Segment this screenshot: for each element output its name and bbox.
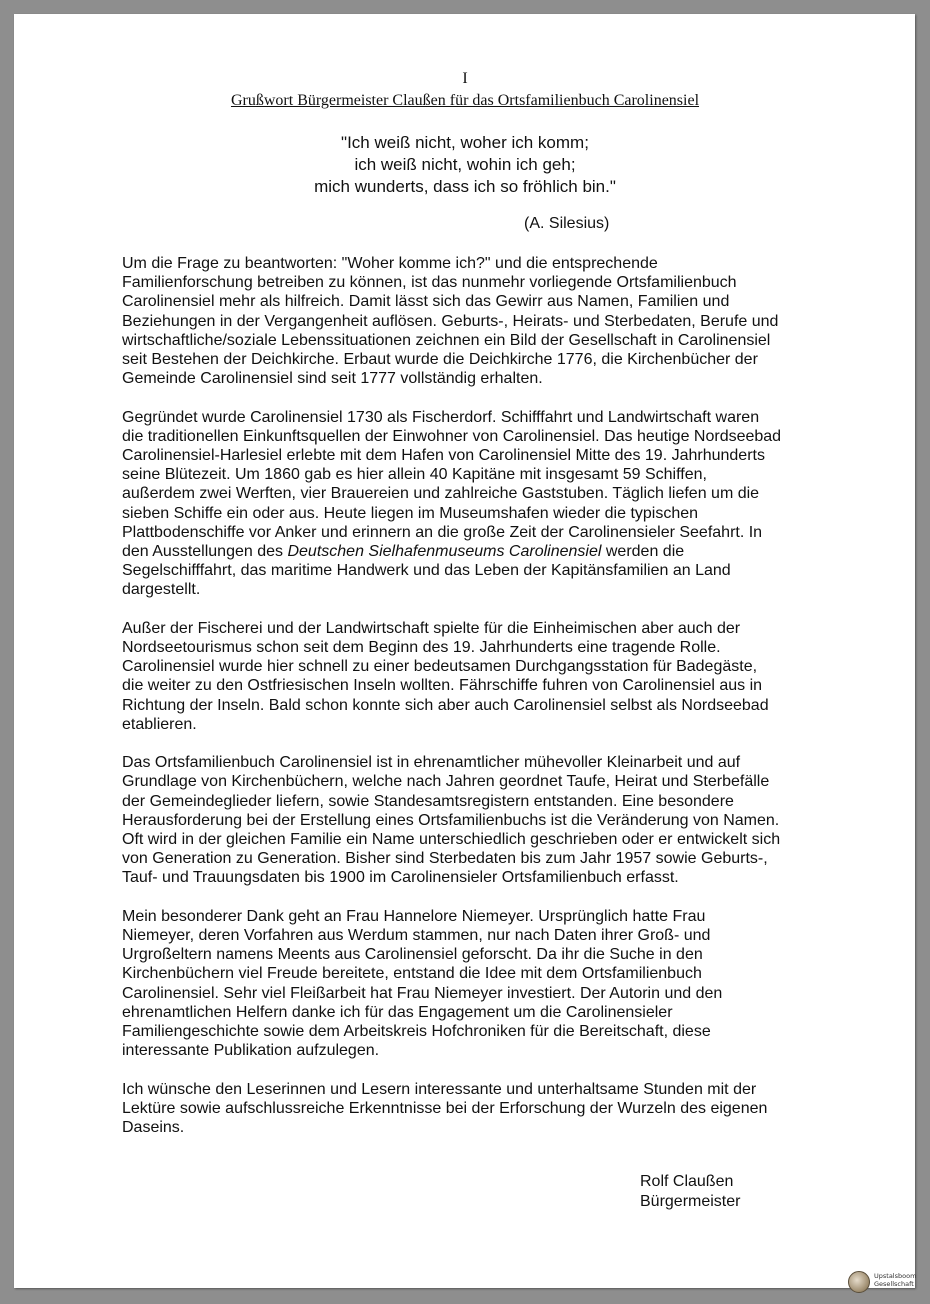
text-line: Niemeyer, deren Vorfahren aus Werdum stammen, nur nach Daten ihrer Groß- und xyxy=(122,927,711,945)
text-line: Familienforschung betreiben zu können, ist das nunmehr vorliegende Ortsfamilienbuch xyxy=(122,274,737,292)
text-line: der Gemeindeglieder liefern, sowie Standesamtsregistern entstanden. Eine besondere xyxy=(122,792,734,810)
text-line: außerdem zwei Werften, vier Brauereien und zahlreiche Gaststuben. Täglich liefen um die xyxy=(122,485,760,503)
text-line: Tauf- und Trauungsdaten bis 1900 im Carolinensieler Ortsfamilienbuch erfasst. xyxy=(122,869,679,887)
text-line: seine Blütezeit. Um 1860 gab es hier allein 40 Kapitäne mit insgesamt 59 Schiffen, xyxy=(122,466,707,484)
museum-name-italic: Deutschen Sielhafenmuseums Carolinensiel xyxy=(287,543,602,561)
text-line: Oft wird in der gleichen Familie ein Name unterschiedlich geschrieben oder er entwickelt sich xyxy=(122,831,781,849)
text-line: Carolinensiel-Harlesiel erlebte mit dem Hafen von Carolinensiel Mitte des 19. Jahrhunderts xyxy=(122,447,765,465)
quote-line: mich wunderts, dass ich so fröhlich bin." xyxy=(314,177,616,196)
text-line: dargestellt. xyxy=(122,581,201,599)
logo-text-line: Gesellschaft xyxy=(874,1280,914,1288)
paragraph xyxy=(122,753,781,887)
text-line: Gegründet wurde Carolinensiel 1730 als Fischerdorf. Schifffahrt und Landwirtschaft waren xyxy=(122,408,760,426)
text-line: Ich wünsche den Leserinnen und Lesern interessante und unterhaltsame Stunden mit der xyxy=(122,1080,757,1098)
text-line: Richtung der Inseln. Bald schon konnte sich aber auch Carolinensiel selbst als Nordseebad xyxy=(122,696,769,714)
body-text xyxy=(122,254,781,1156)
quote-line: ich weiß nicht, wohin ich geh; xyxy=(354,155,576,174)
text-segment: werden die xyxy=(601,543,685,561)
signature-title: Bürgermeister xyxy=(640,1193,741,1210)
text-line: Lektüre sowie aufschlussreiche Erkenntnisse bei der Erforschung der Wurzeln des eigenen xyxy=(122,1099,768,1117)
text-line: ehrenamtlichen Helfern danke ich für das Engagement um die Carolinensieler xyxy=(122,1003,673,1021)
logo-text xyxy=(874,1272,916,1288)
text-line: seit Bestehen der Deichkirche. Erbaut wurde die Deichkirche 1776, die Kirchenbücher der xyxy=(122,351,758,369)
text-line: von Generation zu Generation. Bisher sind Sterbedaten bis zum Jahr 1957 sowie Geburts-, xyxy=(122,850,768,868)
quote-author: (A. Silesius) xyxy=(524,215,610,232)
text-segment: den Ausstellungen des xyxy=(122,543,288,561)
text-line: Carolinensiel wurde hier schnell zu einer bedeutsamen Durchgangsstation für Badegäste, xyxy=(122,658,758,676)
text-line: Kirchenbüchern viel Freude bereitete, entstand die Idee mit dem Ortsfamilienbuch xyxy=(122,965,702,983)
text-line: Nordseetourismus schon seit dem Beginn des 19. Jahrhunderts eine tragende Rolle. xyxy=(122,639,721,657)
text-line: Um die Frage zu beantworten: "Woher komme ich?" und die entsprechende xyxy=(122,255,658,272)
paragraph xyxy=(122,619,781,734)
paragraph xyxy=(122,907,781,1061)
text-line: Familiengeschichte sowie dem Arbeitskreis Hofchroniken für die Bereitschaft, diese xyxy=(122,1023,711,1041)
text-line: die traditionellen Einkunftsquellen der Einwohner von Carolinensiel. Das heutige Nordseebad xyxy=(122,427,782,445)
text-line: Grundlage von Kirchenbüchern, welche nach Jahren geordnet Taufe, Heirat und Sterbefälle xyxy=(122,773,770,791)
text-line: Mein besonderer Dank geht an Frau Hannelore Niemeyer. Ursprünglich hatte Frau xyxy=(122,907,706,925)
text-line: die weiter zu den Ostfriesischen Inseln wollten. Fährschiffe fuhren von Carolinensiel aus in xyxy=(122,677,763,695)
text-line: Außer der Fischerei und der Landwirtschaft spielte für die Einheimischen aber auch der xyxy=(122,619,741,637)
text-line: Herausforderung bei der Erstellung eines Ortsfamilienbuchs ist die Veränderung von Namen. xyxy=(122,811,780,829)
text-line: Carolinensiel. Sehr viel Fleißarbeit hat Frau Niemeyer investiert. Der Autorin und den xyxy=(122,984,723,1002)
text-line: etablieren. xyxy=(122,715,197,733)
paragraph xyxy=(122,1080,781,1138)
seal-icon xyxy=(848,1271,870,1293)
text-line: Segelschifffahrt, das maritime Handwerk und das Leben der Kapitänsfamilien an Land xyxy=(122,562,731,580)
page-title: Grußwort Bürgermeister Claußen für das Ortsfamilienbuch Carolinensiel xyxy=(230,92,700,109)
text-line: Daseins. xyxy=(122,1119,185,1137)
text-line: Plattbodenschiffe vor Anker und erinnern an die große Zeit der Carolinensieler Seefahrt. In xyxy=(122,523,763,541)
quote-line: "Ich weiß nicht, woher ich komm; xyxy=(341,133,589,152)
text-line: interessante Publikation aufzulegen. xyxy=(122,1042,380,1060)
text-line xyxy=(122,542,781,561)
signature-name: Rolf Claußen xyxy=(640,1173,734,1190)
text-line: sieben Schiffe ein oder aus. Heute liegen im Museumshafen wieder die typischen xyxy=(122,504,699,522)
page-number: I xyxy=(462,70,468,87)
epigraph-quote xyxy=(0,132,930,198)
paragraph xyxy=(122,408,781,600)
text-line: Beziehungen in der Vergangenheit auflösen. Geburts-, Heirats- und Sterbedaten, Berufe und xyxy=(122,312,779,330)
text-line: Das Ortsfamilienbuch Carolinensiel ist in ehrenamtlicher mühevoller Kleinarbeit und auf xyxy=(122,754,741,772)
signature-block xyxy=(640,1172,740,1212)
watermark-logo xyxy=(846,1270,926,1296)
logo-text-line: Upstalsboom xyxy=(874,1272,917,1280)
paragraph xyxy=(122,254,781,388)
text-line: wirtschaftliche/soziale Lebenssituationen zeichnen ein Bild der Gesellschaft in Carolinensiel xyxy=(122,331,771,349)
text-line: Carolinensiel mehr als hilfreich. Damit lässt sich das Gewirr aus Namen, Familien und xyxy=(122,293,730,311)
text-line: Urgroßeltern namens Meents aus Carolinensiel geforscht. Da ihr die Suche in den xyxy=(122,946,703,964)
text-line: Gemeinde Carolinensiel sind seit 1777 vollständig erhalten. xyxy=(122,370,543,388)
